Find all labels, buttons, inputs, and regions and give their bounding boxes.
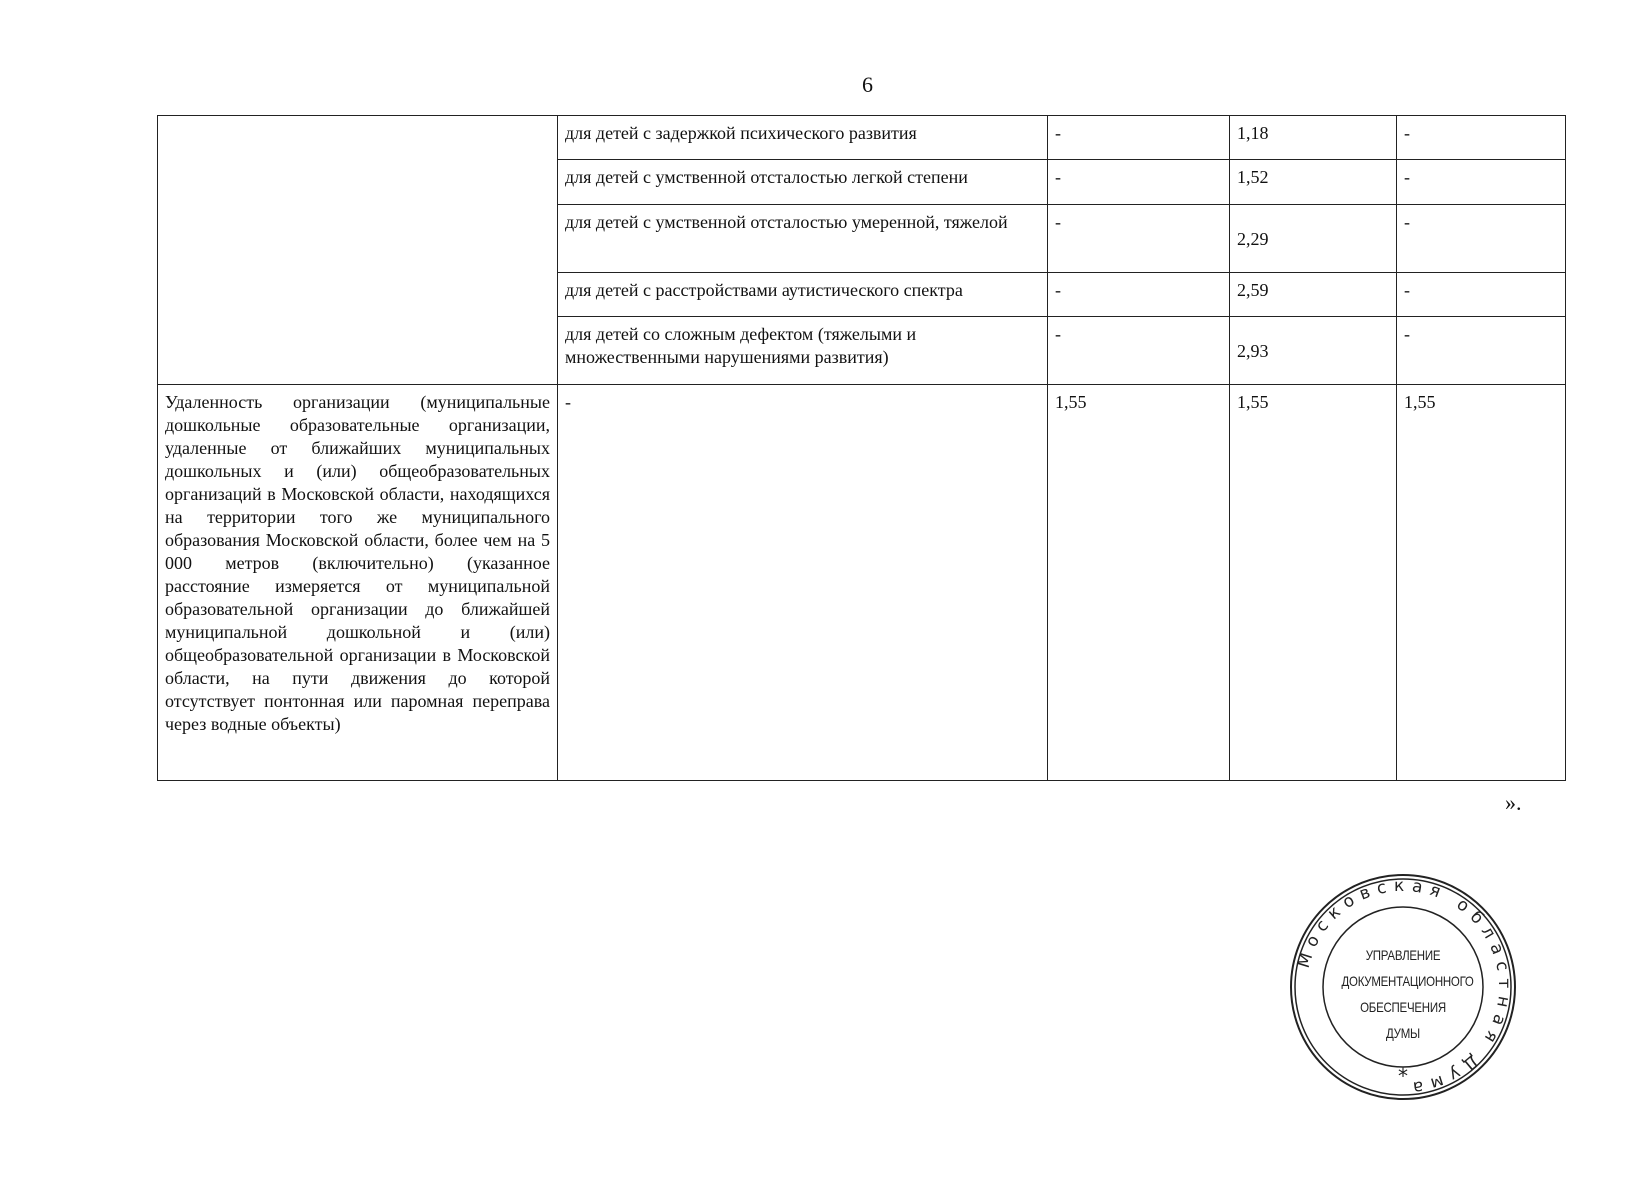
- value-cell: 1,18: [1230, 116, 1397, 160]
- seal-star-icon: *: [1398, 1064, 1408, 1088]
- table-row: [158, 385, 1566, 781]
- value-cell: -: [1397, 205, 1566, 273]
- value-cell: 1,55: [1048, 385, 1230, 781]
- seal-line: ДУМЫ: [1386, 1025, 1420, 1041]
- criterion-cell: Удаленность организации (муниципальные дошкольные образовательные организации, удаленные от ближайших муниципальных дошкольных и (или) общеобразовательных организаций в Московской области, находящихся на территории того же муниципального образования Московской области, более чем на 5 000 метров (включительно) (указанное расстояние измеряется от муниципальной образовательной организации до ближайшей муниципальной дошкольной и (или) общеобразовательной организации в Московской области, на пути движения до которой отсутствует понтонная или паромная переправа через водные объекты): [158, 385, 558, 781]
- value-cell: -: [1397, 116, 1566, 160]
- seal-ring-text: Московская областная Дума: [1293, 875, 1515, 1099]
- official-seal: [1288, 872, 1518, 1102]
- category-cell: для детей с умственной отсталостью умеренной, тяжелой: [558, 205, 1048, 273]
- value-cell: -: [1048, 160, 1230, 205]
- category-cell: для детей с умственной отсталостью легкой степени: [558, 160, 1048, 205]
- value-cell: -: [1048, 273, 1230, 317]
- seal-line: ОБЕСПЕЧЕНИЯ: [1360, 999, 1446, 1015]
- value-cell: 2,93: [1230, 317, 1397, 385]
- value-cell: 1,55: [1397, 385, 1566, 781]
- value-cell: -: [1397, 317, 1566, 385]
- value-cell: -: [1048, 317, 1230, 385]
- criterion-cell-empty: [158, 116, 558, 385]
- coefficients-table: [157, 115, 1566, 781]
- page-number: 6: [862, 72, 873, 97]
- value-cell: -: [1048, 116, 1230, 160]
- category-cell: -: [558, 385, 1048, 781]
- value-cell: -: [1397, 273, 1566, 317]
- value-cell: 2,29: [1230, 205, 1397, 273]
- value-cell: 1,52: [1230, 160, 1397, 205]
- seal-line: ДОКУМЕНТАЦИОННОГО: [1341, 973, 1474, 989]
- value-cell: -: [1048, 205, 1230, 273]
- seal-line: УПРАВЛЕНИЕ: [1365, 947, 1441, 963]
- category-cell: для детей с задержкой психического развития: [558, 116, 1048, 160]
- category-cell: для детей со сложным дефектом (тяжелыми и множественными нарушениями развития): [558, 317, 1048, 385]
- closing-quote: ».: [1505, 790, 1522, 815]
- value-cell: 1,55: [1230, 385, 1397, 781]
- seal-inner-text: [1341, 942, 1474, 1046]
- value-cell: 2,59: [1230, 273, 1397, 317]
- value-cell: -: [1397, 160, 1566, 205]
- table-row: [158, 116, 1566, 160]
- category-cell: для детей с расстройствами аутистического спектра: [558, 273, 1048, 317]
